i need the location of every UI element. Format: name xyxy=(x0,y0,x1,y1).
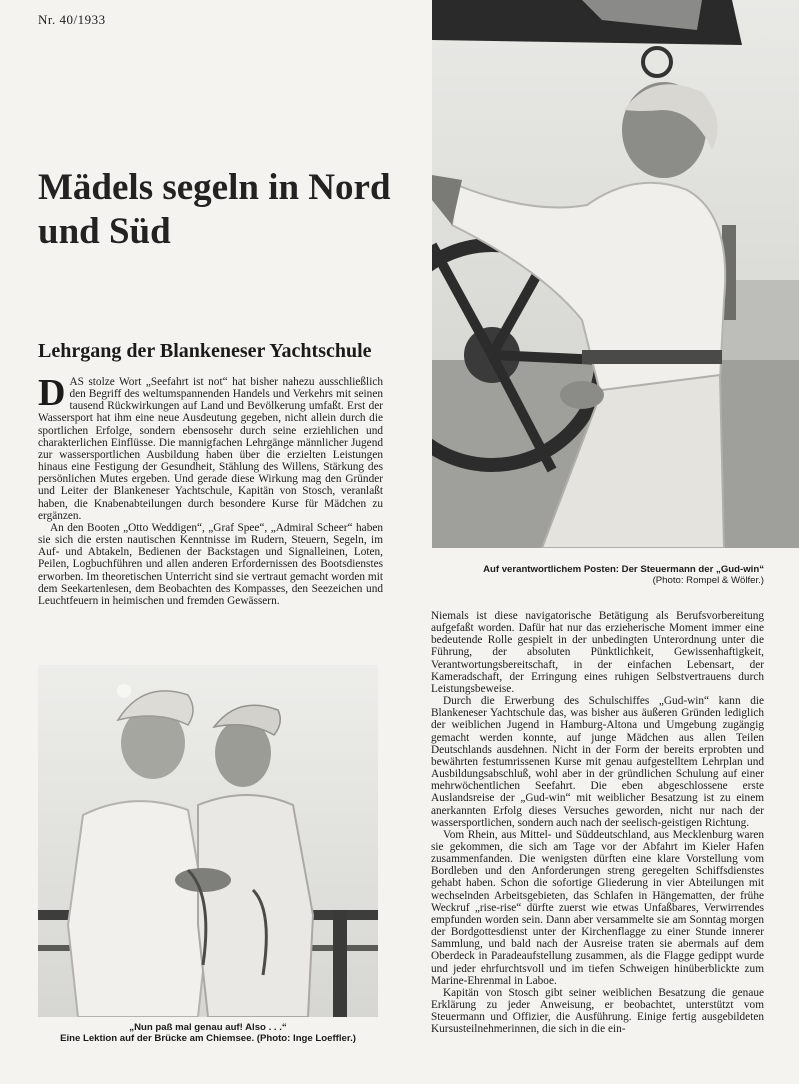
caption-quote: „Nun paß mal genau auf! Also . . .“ xyxy=(129,1022,287,1033)
left-text-column xyxy=(38,372,383,607)
paragraph: Niemals ist diese navigatorische Betätigung als Berufsvorbereitung aufgefaßt worden. Dafür hat nur das erzieherische Moment immer eine bedeutende Rolle gespielt in der unbedingten Unterordnung unter die Führung, der absoluten Pünktlichkeit, Gewissenhaftigkeit, Verantwortungsbereitschaft, in der einfachen Lebensart, der Kameradschaft, der Erringung eines ruhigen Selbstvertrauens durch Leistungsbeweise. xyxy=(431,610,764,695)
paragraph-text: AS stolze Wort „Seefahrt ist not“ hat bisher nahezu ausschließlich den Begriff des weltumspannenden Handels und Verkehrs mit seinen tausend Rückwirkungen auf Land und Bevölkerung umfaßt. Erst der Wassersport hat ihm eine neue Ausdeutung gegeben, nicht allein durch die sportlichen Erfolge, sondern ebensosehr durch seine erziehlichen und charakterlichen Einflüsse. Die mannigfachen Lehrgänge männlicher Jugend zur wassersportlichen Ausbildung haben über die erzielten Leistungen hinaus eine Festigung der Gesundheit, Stählung des Willens, Stärkung des persönlichen Mutes ergeben. Und gerade diese Wirkung mag den Gründer und Leiter der Blankeneser Yachtschule, Kapitän von Stosch, veranlaßt haben, die Knabenabteilungen durch besondere Kurse für Mädchen zu ergänzen. xyxy=(38,376,383,522)
issue-number: Nr. 40/1933 xyxy=(38,12,106,27)
bottom-photo-caption xyxy=(38,1022,378,1044)
lesson-photo xyxy=(38,665,378,1017)
photo-credit: (Photo: Rompel & Wölfer.) xyxy=(652,575,764,586)
top-photo-caption xyxy=(432,564,764,586)
paragraph: Vom Rhein, aus Mittel- und Süddeutschland, aus Mecklenburg waren sie gekommen, die sich am Tage vor der Abfahrt im Kieler Hafen zusammenfanden. Die wenigsten dürften eine klare Vorstellung vom Bordleben und den Anforderungen streng geregelten Schiffsdienstes gehabt haben. Schon die sofortige Gliederung in vier Abteilungen mit wechselnden Arbeitsgebieten, das Schlafen in Hängematten, der frühe Weckruf „rise-rise“ dürfte zuerst wie etwas Unfaßbares, Verwirrendes empfunden worden sein. Dann aber versammelte sie am Sonntag morgen der Bordgottesdienst unter der Kirchenflagge zu einer Stunde innerer Sammlung, und bald nach der Ausreise traten sie abermals auf dem Oberdeck in Paradeaufstellung zusammen, als die Flagge gedippt wurde und jeder ehrfurchtsvoll und im tiefen Schweigen hinüberblickte zum Marine-Ehrenmal in Laboe. xyxy=(431,828,764,987)
article-subtitle: Lehrgang der Blankeneser Yachtschule xyxy=(38,340,372,362)
article-title: Mädels segeln in Nord und Süd xyxy=(38,167,391,252)
caption-text: Eine Lektion auf der Brücke am Chiemsee. (Photo: Inge Loeffler.) xyxy=(60,1033,356,1044)
paragraph: Durch die Erwerbung des Schulschiffes „Gud-win“ kann die Blankeneser Yachtschule das, was bisher aus äußeren Gründen lediglich der weiblichen Jugend in Hamburg-Altona und Umgebung zugängig gemacht werden konnte, auf junge Mädchen aus allen Teilen Deutschlands ausdehnen. Nicht in der Form der bereits erprobten und bewährten festumrissenen Kurse mit genau aufgestelltem Lehrplan und Ausbildungsabschluß, wohl aber in der gründlichen Schulung auf einer mehrwöchentlichen Seefahrt. Die eben abgeschlossene erste Auslandsreise der „Gud-win“ mit weiblicher Besatzung ist zu einem anerkannten Erfolg dieses Versuches geworden, nicht nur nach der wassersportlichen, sondern auch nach der seelisch-geistigen Richtung. xyxy=(431,695,764,829)
caption-text: Auf verantwortlichem Posten: Der Steuermann der „Gud-win“ xyxy=(483,564,764,575)
helmswoman-photo xyxy=(432,0,799,548)
paragraph: Kapitän von Stosch gibt seiner weiblichen Besatzung die genaue Erklärung zu jeder Anweisung, er beobachtet, unterstützt vom Steuermann und Offizier, die Ausführung. Einige fertig ausgebildeten Kursusteilnehmerinnen, die sich in die ein- xyxy=(431,986,764,1036)
paragraph: An den Booten „Otto Weddigen“, „Graf Spee“, „Admiral Scheer“ haben sie sich die ersten nautischen Kenntnisse im Rudern, Steuern, Segeln, im Auf- und Abtakeln, Bedienen der Backstagen und Signalleinen, Loten, Peilen, Logbuchführen und allen anderen Erfordernissen des Bootsdienstes erworben. Im theoretischen Unterricht sind sie vertraut gemacht worden mit dem Seekartenlesen, dem Beobachten des Kompasses, den Seezeichen und Leuchtfeuern in heimischen und fremden Gewässern. xyxy=(38,521,383,607)
paragraph xyxy=(38,372,383,522)
right-text-column xyxy=(431,610,764,1035)
drop-cap: D xyxy=(38,372,66,414)
